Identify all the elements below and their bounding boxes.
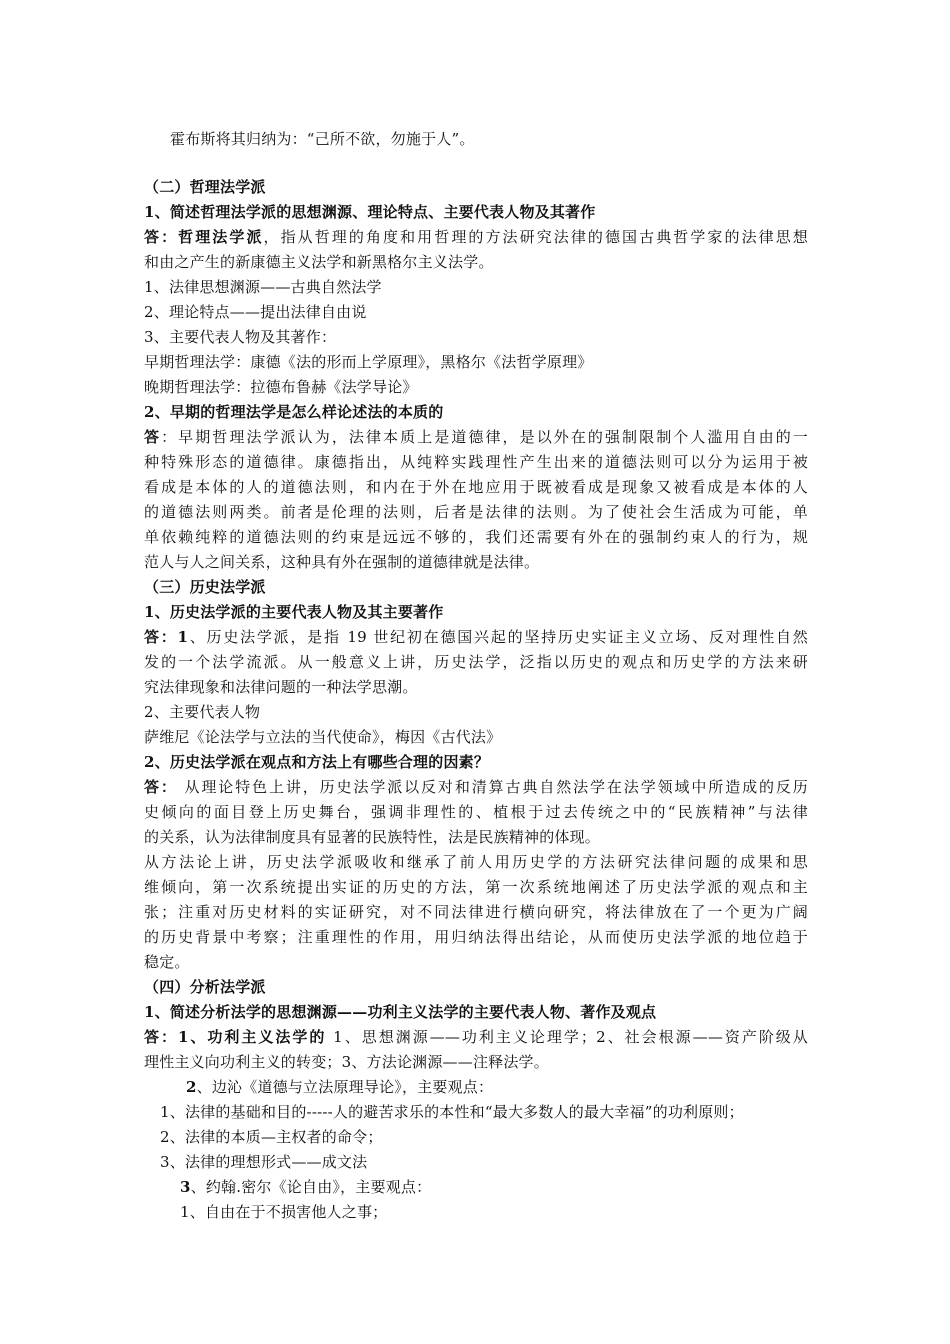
text-line: 稳定。 — [144, 953, 190, 971]
subpoint-number: 3 — [180, 1178, 191, 1196]
answer-label: 答：1 — [144, 628, 189, 646]
answer-text: ：早期哲理法学派认为，法律本质上是道德律，是以外在的强制限制个人滥用自由的一 — [161, 428, 808, 446]
text-line: 的历史背景中考察；注重理性的作用，用归纳法得出结论，从而使历史法学派的地位趋于 — [144, 928, 808, 946]
text-line: 的道德法则两类。前者是伦理的法则，后者是法律的法则。为了使社会生活成为可能，单 — [144, 503, 808, 521]
list-item: 3、主要代表人物及其著作： — [144, 328, 337, 346]
text-line: 史倾向的面目登上历史舞台，强调非理性的、植根于过去传统之中的“民族精神”与法律 — [144, 803, 808, 821]
list-item: 1、法律的基础和目的-----人的避苦求乐的本性和“最大多数人的最大幸福”的功利原则； — [160, 1103, 744, 1121]
answer-label: 答：哲理法学派 — [144, 228, 264, 246]
text-line: 从方法论上讲，历史法学派吸收和继承了前人用历史学的方法研究法律问题的成果和思 — [144, 853, 808, 871]
answer-line — [144, 625, 808, 650]
list-item: 2、法律的本质—主权者的命令； — [160, 1128, 383, 1146]
text-line: 理性主义向功利主义的转变；3、方法论渊源——注释法学。 — [144, 1053, 549, 1071]
text-line: 晚期哲理法学：拉德布鲁赫《法学导论》 — [144, 378, 418, 396]
subpoint-number: 2 — [186, 1078, 197, 1096]
answer-label: 答： — [144, 778, 178, 796]
question-heading: 2、早期的哲理法学是怎么样论述法的本质的 — [144, 403, 444, 421]
text-line: 早期哲理法学：康德《法的形而上学原理》，黑格尔《法哲学原理》 — [144, 353, 593, 371]
text-line: 的关系，认为法律制度具有显著的民族特性，法是民族精神的体现。 — [144, 828, 601, 846]
list-item: 1、法律思想渊源——古典自然法学 — [144, 278, 382, 296]
answer-text: 1、思想渊源——功利主义论理学；2、社会根源——资产阶级从 — [326, 1028, 809, 1046]
text-line: 和由之产生的新康德主义法学和新黑格尔主义法学。 — [144, 253, 494, 271]
question-heading: 1、简述哲理法学派的思想渊源、理论特点、主要代表人物及其著作 — [144, 203, 596, 221]
section-heading: （四）分析法学派 — [144, 978, 266, 996]
subpoint-text: 、约翰.密尔《论自由》，主要观点： — [190, 1178, 432, 1196]
answer-text: ，指从哲理的角度和用哲理的方法研究法律的德国古典哲学家的法律思想 — [263, 228, 808, 246]
text-line: 张；注重对历史材料的实证研究，对不同法律进行横向研究，将法律放在了一个更为广阔 — [144, 903, 808, 921]
answer-line — [144, 1025, 808, 1050]
question-heading: 1、简述分析法学的思想渊源——功利主义法学的主要代表人物、著作及观点 — [144, 1003, 657, 1021]
text-line: 种特殊形态的道德律。康德指出，从纯粹实践理性产生出来的道德法则可以分为运用于被 — [144, 453, 808, 471]
subpoint-line — [186, 1075, 850, 1100]
list-item: 2、主要代表人物 — [144, 703, 261, 721]
answer-text: 从理论特色上讲，历史法学派以反对和清算古典自然法学在法学领域中所造成的反历 — [177, 778, 808, 796]
intro-line: 霍布斯将其归纳为：“己所不欲，勿施于人”。 — [170, 130, 475, 148]
question-heading: 2、历史法学派在观点和方法上有哪些合理的因素？ — [144, 753, 490, 771]
text-line: 范人与人之间关系，这种具有外在强制的道德律就是法律。 — [144, 553, 540, 571]
answer-line — [144, 775, 808, 800]
question-heading: 1、历史法学派的主要代表人物及其主要著作 — [144, 603, 444, 621]
text-line: 发的一个法学流派。从一般意义上讲，历史法学，泛指以历史的观点和历史学的方法来研 — [144, 653, 808, 671]
section-heading: （三）历史法学派 — [144, 578, 266, 596]
list-item: 3、法律的理想形式——成文法 — [160, 1153, 368, 1171]
subpoint-text: 、边沁《道德与立法原理导论》，主要观点： — [196, 1078, 494, 1096]
text-line: 单依赖纯粹的道德法则的约束是远远不够的，我们还需要有外在的强制约束人的行为，规 — [144, 528, 808, 546]
answer-label: 答：1、功利主义法学的 — [144, 1028, 327, 1046]
answer-line — [144, 425, 808, 450]
text-line: 维倾向，第一次系统提出实证的历史的方法，第一次系统地阐述了历史法学派的观点和主 — [144, 878, 808, 896]
answer-text: 、历史法学派，是指 19 世纪初在德国兴起的坚持历史实证主义立场、反对理性自然 — [188, 628, 808, 646]
list-item: 2、理论特点——提出法律自由说 — [144, 303, 367, 321]
section-heading: （二）哲理法学派 — [144, 178, 266, 196]
text-line: 究法律现象和法律问题的一种法学思潮。 — [144, 678, 418, 696]
text-line: 萨维尼《论法学与立法的当代使命》，梅因《古代法》 — [144, 728, 502, 746]
text-line: 看成是本体的人的道德法则，和内在于外在地应用于既被看成是现象又被看成是本体的人 — [144, 478, 808, 496]
subpoint-line — [180, 1175, 844, 1200]
list-item: 1、自由在于不损害他人之事； — [180, 1203, 388, 1221]
answer-line — [144, 225, 808, 250]
answer-label: 答 — [144, 428, 162, 446]
